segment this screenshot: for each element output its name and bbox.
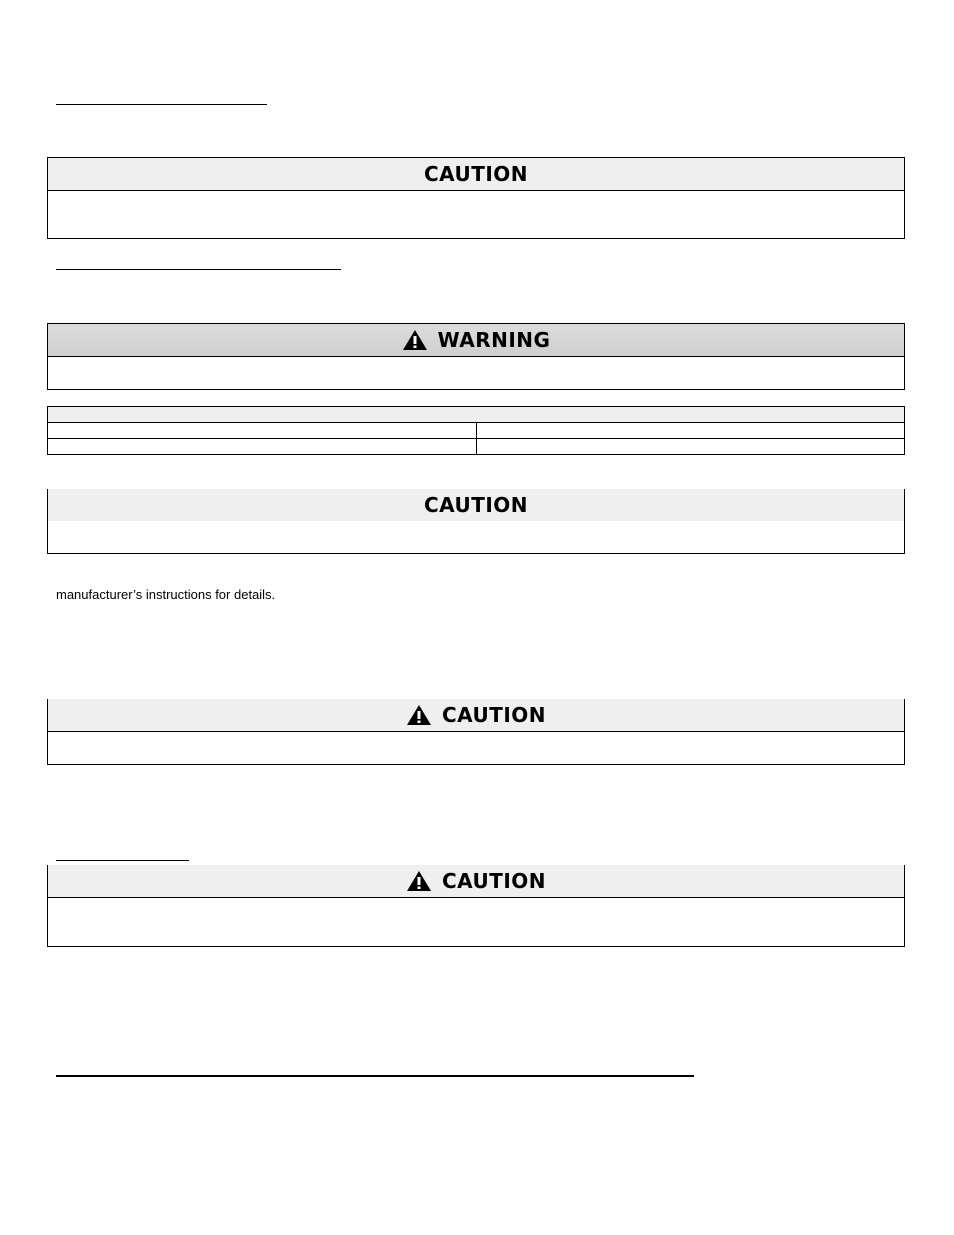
table-cell: [48, 439, 477, 455]
caution-header-3: [48, 699, 904, 732]
caution-box-1: [47, 157, 905, 239]
table-cell: [48, 423, 477, 439]
caution-title-2: CAUTION: [423, 493, 529, 517]
warning-triangle-icon: [402, 329, 428, 351]
table-cell: [476, 439, 905, 455]
heading-underline-4: [56, 1075, 694, 1077]
caution-header-1: [48, 158, 904, 191]
caution-box-4: [47, 865, 905, 947]
caution-header-4: [48, 865, 904, 898]
caution-title-4: CAUTION: [441, 869, 547, 893]
caution-title-1: CAUTION: [423, 162, 529, 186]
table-row: [48, 439, 905, 455]
table-header-cell: [48, 407, 905, 423]
warning-box: [47, 323, 905, 390]
table-cell: [476, 423, 905, 439]
caution-box-3: [47, 699, 905, 765]
manufacturer-instructions-text: manufacturer’s instructions for details.: [56, 587, 276, 602]
heading-underline-1: [56, 104, 267, 105]
warning-title: WARNING: [437, 328, 551, 352]
caution-header-2: [48, 489, 904, 521]
warning-triangle-icon: [406, 704, 432, 726]
table-header-row: [48, 407, 905, 423]
caution-title-3: CAUTION: [441, 703, 547, 727]
heading-underline-3: [56, 860, 189, 861]
caution-box-2: [47, 489, 905, 554]
warning-triangle-icon: [406, 870, 432, 892]
warning-header: [48, 324, 904, 357]
table-row: [48, 423, 905, 439]
spec-table: [47, 406, 905, 455]
heading-underline-2: [56, 269, 341, 270]
